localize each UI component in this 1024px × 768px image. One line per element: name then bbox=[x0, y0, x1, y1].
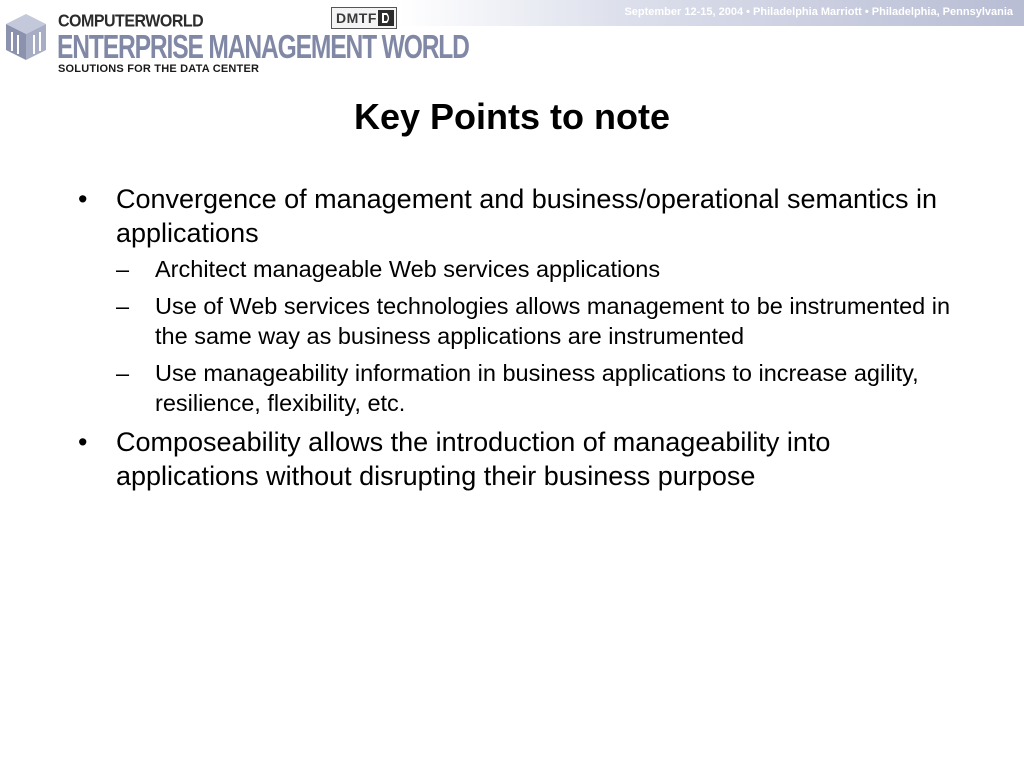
sub-bullet-text: Use of Web services technologies allows management to be instrumented in the same way as business applications are instrumented bbox=[155, 293, 951, 349]
sub-bullet-text: Architect manageable Web services applications bbox=[155, 256, 661, 282]
sub-bullet-item bbox=[74, 254, 974, 284]
dmtf-logo-text: DMTF bbox=[336, 10, 377, 26]
sub-bullet-marker: – bbox=[116, 360, 130, 386]
sub-bullet-text: Use manageability information in business applications to increase agility, resilience, flexibility, etc. bbox=[155, 360, 919, 416]
sub-bullet-item bbox=[74, 291, 974, 351]
dmtf-logo bbox=[331, 7, 397, 29]
sub-bullet-marker: – bbox=[116, 293, 130, 319]
sub-bullet-item bbox=[74, 358, 974, 418]
brand-enterprise-management-world: ENTERPRISE MANAGEMENT WORLD bbox=[57, 29, 469, 66]
bullet-marker: • bbox=[78, 427, 88, 457]
sub-bullet-marker: – bbox=[116, 256, 130, 282]
bullet-text: Composeability allows the introduction of manageability into applications without disrupting their business purpose bbox=[116, 427, 831, 491]
header-band bbox=[400, 0, 1024, 26]
brand-computerworld: COMPUTERWORLD bbox=[58, 12, 204, 31]
bullet-item bbox=[74, 425, 974, 493]
sub-bullet-list bbox=[74, 254, 974, 418]
server-stack-icon bbox=[4, 10, 48, 62]
bullet-marker: • bbox=[78, 184, 88, 214]
bullet-item bbox=[74, 182, 974, 250]
dmtf-emblem-icon bbox=[378, 10, 394, 26]
brand-tagline: SOLUTIONS FOR THE DATA CENTER bbox=[58, 63, 260, 75]
bullet-text: Convergence of management and business/operational semantics in applications bbox=[116, 184, 937, 248]
slide-title: Key Points to note bbox=[353, 96, 671, 137]
bullet-list bbox=[74, 182, 974, 497]
event-info: September 12-15, 2004 • Philadelphia Marriott • Philadelphia, Pennsylvania bbox=[624, 6, 1013, 18]
